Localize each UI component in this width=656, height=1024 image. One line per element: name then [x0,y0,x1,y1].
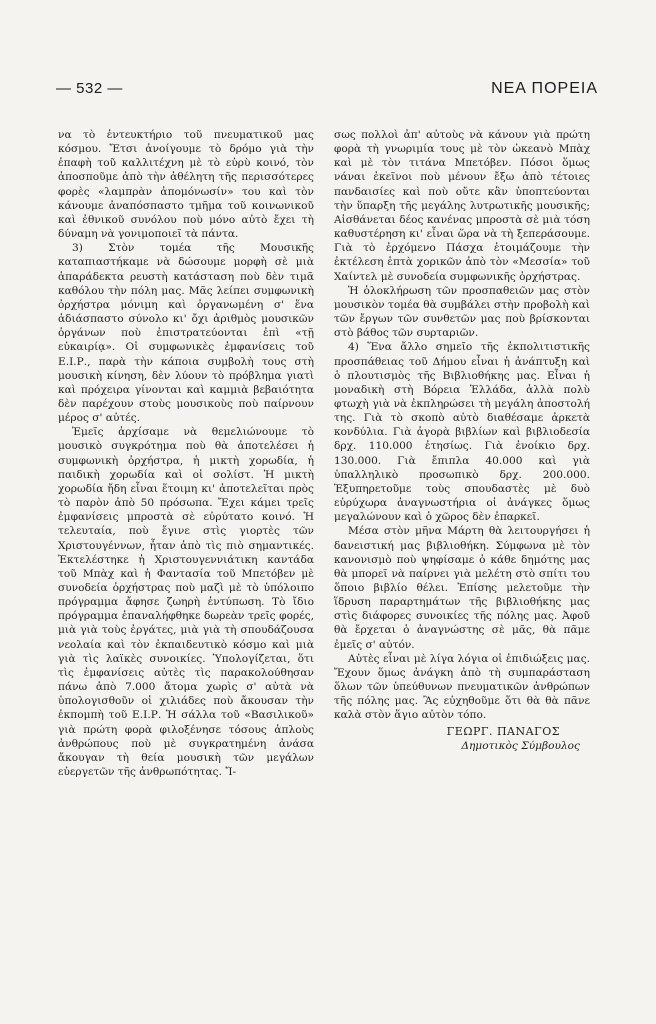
page-header [56,80,598,102]
right-column [334,128,590,753]
paragraph: 4) Ἕνα ἄλλο σημεῖο τῆς ἐκπολιτιστικῆς προσπάθειας τοῦ Δήμου εἶναι ἡ ἀνάπτυξη καὶ ὁ πλουτισμὸς τῆς Βιβλιοθήκης μας. Εἶναι ἡ μοναδικὴ στὴ Βόρεια Ἑλλάδα, ἀλλὰ πολὺ φτωχὴ γιὰ νὰ ἐκπληρώσει τὴ μεγάλη ἀποστολή της. Γιὰ τὸ σκοπὸ αὐτὸ διαθέσαμε ἀρκετὰ κονδύλια. Γιὰ ἀγορὰ βιβλίων καὶ βιβλιοδεσία δρχ. 110.000 ἐτησίως. Γιὰ ἐνοίκιο δρχ. 130.000. Γιὰ ἔπιπλα 40.000 καὶ γιὰ ὑπαλληλικὸ προσωπικὸ δρχ. 200.000. Ἐξυπηρετοῦμε τοὺς σπουδαστὲς μὲ δυὸ εὐρύχωρα ἀναγνωστήρια οἱ ἀνάγκες ὅμως μεγαλώνουν καὶ ὁ χῶρος δὲν ἐπαρκεῖ. [334,341,590,524]
paragraph: Ἡ ὁλοκλήρωση τῶν προσπαθειῶν μας στὸν μουσικὸν τομέα θὰ συμβάλει στὴν προβολὴ καὶ τῶν ἔργων τῶν συνθετῶν μας ποὺ βρίσκονται στὸ βάθος τῶν συρταριῶν. [334,284,590,340]
signature-block [334,725,590,753]
paragraph: 3) Στὸν τομέα τῆς Μουσικῆς καταπιαστήκαμε νὰ δώσουμε μορφὴ σὲ μιὰ ἀπαράδεκτα ρευστὴ κατάσταση ποὺ δὲν τιμᾶ καθόλου τὴν πόλη μας. Μᾶς λείπει συμφωνικὴ ὀρχήστρα μόνιμη καὶ ὀργανωμένη σ' ἕνα ἀδιάσπαστο σύνολο κι' ὄχι ἀριθμὸς μουσικῶν ὀργάνων ποὺ ἐπιστρατεύονται ἐπὶ «τῇ εὐκαιρίᾳ». Οἱ συμφωνικὲς ἐμφανίσεις τοῦ Ε.Ι.Ρ., παρὰ τὴν κάποια συμβολὴ τους στὴ μουσικὴ κίνηση, δὲν λύουν τὸ πρόβλημα γιατὶ καὶ πρόχειρα γίνονται καὶ καμμιὰ βεβαιότητα δὲν παρέχουν στοὺς μουσικοὺς ποὺ παίρνουν μέρος σ' αὐτές. [58,242,314,425]
author-role: Δημοτικὸς Σύμβουλος [461,739,580,752]
paragraph: Ἐμεῖς ἀρχίσαμε νὰ θεμελιώνουμε τὸ μουσικὸ συγκρότημα ποὺ θὰ ἀποτελέσει ἡ συμφωνικὴ ὀρχήστρα, ἡ μικτὴ χορωδία, ἡ παιδικὴ χορωδία καὶ οἱ σολίστ. Ἡ μικτὴ χορωδία ἤδη εἶναι ἕτοιμη κι' ἀποτελεῖται πρὸς τὸ παρὸν ἀπὸ 50 πρόσωπα. Ἔχει κάμει τρεῖς ἐμφανίσεις μπροστὰ σὲ εὐρύτατο κοινό. Ἡ τελευταία, ποὺ ἔγινε στὶς γιορτὲς τῶν Χριστουγέννων, ἦταν ἀπὸ τὶς πιὸ σημαντικές. Ἐκτελέστηκε ἡ Χριστουγεννιάτικη καντάδα τοῦ Μπὰχ καὶ ἡ Φαντασία τοῦ Μπετόβεν μὲ συνοδεία ὀρχήστρας ποὺ μαζὶ μὲ τὸ ὑπόλοιπο πρόγραμμα ἄφησε ζωηρὴ ἐντύπωση. Τὸ ἴδιο πρόγραμμα ἐπαναλήφθηκε δωρεὰν τρεῖς φορές, μιὰ γιὰ τοὺς ἐργάτες, μιὰ γιὰ τὴ σπουδάζουσα νεολαία καὶ τὸν ἐκπαιδευτικὸ κόσμο καὶ μιὰ γιὰ τὶς λαϊκὲς συνοικίες. Ὑπολογίζεται, ὅτι τὶς ἐμφανίσεις αὐτὲς τὶς παρακολούθησαν πάνω ἀπὸ 7.000 ἄτομα χωρὶς σ' αὐτὰ νὰ ὑπολογισθοῦν οἱ χιλιάδες ποὺ ἄκουσαν τὴν ἐκπομπὴ τοῦ Ε.Ι.Ρ. Ἡ σάλλα τοῦ «Βασιλικοῦ» γιὰ πρώτη φορὰ φιλοξένησε τόσους ἁπλοὺς ἀνθρώπους ποὺ μὲ συγκρατημένη ἀνάσα ἄκουγαν τὴ θεία μουσικὴ τῶν μεγάλων εὐεργετῶν τῆς ἀνθρωπότητας. Ἴ- [58,426,314,779]
paragraph: σως πολλοὶ ἀπ' αὐτοὺς νὰ κάνουν γιὰ πρώτη φορὰ τὴ γνωριμία τους μὲ τὸν ὠκεανὸ Μπὰχ καὶ μὲ τὸν τιτάνα Μπετόβεν. Πόσοι ὅμως νάναι ἐκεῖνοι ποὺ μένουν ἔξω ἀπὸ τέτοιες πανδαισίες καὶ ποὺ οὔτε κἂν ὑποπτεύονται τὴν ὕπαρξη τῆς μεγάλης λυτρωτικῆς μουσικῆς; Αἰσθάνεται δέος κανένας μπροστὰ σὲ μιὰ τόση καθυστέρηση κι' εἶναι ὥρα νὰ τὴ ξεπεράσουμε. Γιὰ τὸ ἐρχόμενο Πάσχα ἑτοιμάζουμε τὴν ἐκτέλεση ἑπτὰ χορικῶν ἀπὸ τὸν «Μεσσία» τοῦ Χαίντελ μὲ συνοδεία συμφωνικῆς ὀρχήστρας. [334,129,590,283]
journal-title: ΝΕΑ ΠΟΡΕΙΑ [491,80,598,97]
left-column [58,128,314,779]
paragraph: Μέσα στὸν μῆνα Μάρτη θὰ λειτουργήσει ἡ δανειστική μας βιβλιοθήκη. Σύμφωνα μὲ τὸν κανονισμὸ ποὺ ψηφίσαμε ὁ κάθε δημότης μας θὰ μπορεῖ νὰ παίρνει γιὰ μελέτη στὸ σπίτι του ὅποιο βιβλίο θέλει. Ἐπίσης μελετοῦμε τὴν ἵδρυση παραρτημάτων τῆς βιβλιοθήκης μας στὶς διάφορες συνοικίες τῆς πόλης μας. Ἀφοῦ θὰ ἔρχεται ὁ ἀναγνώστης σὲ μᾶς, θὰ πᾶμε ἐμεῖς σ' αὐτόν. [334,525,590,651]
author-name: ΓΕΩΡΓ. ΠΑΝΑΓΟΣ [446,724,560,738]
page-number: — 532 — [56,80,123,97]
paragraph: να τὸ ἐντευκτήριο τοῦ πνευματικοῦ μας κόσμου. Ἔτσι ἀνοίγουμε τὸ δρόμο γιὰ τὴν ἐπαφὴ τοῦ καλλιτέχνη μὲ τὸ εὐρὺ κοινό, τὸν ἀποσποῦμε ἀπὸ τὴν ἀθέλητη τῆς περισσότερες φορὲς «λαμπρὰν ἀπομόνωσίν» του καὶ τὸν κάνουμε ἀναπόσπαστο τμῆμα τοῦ κοινωνικοῦ καὶ ἐθνικοῦ συνόλου ποὺ μόνο αὐτὸ ἔχει τὴ δύναμη νὰ γονιμοποιεῖ τὰ πάντα. [58,129,314,241]
paragraph: Αὐτὲς εἶναι μὲ λίγα λόγια οἱ ἐπιδιώξεις μας. Ἔχουν ὅμως ἀνάγκη ἀπὸ τὴ συμπαράσταση ὅλων τῶν ὑπεύθυνων πνευματικῶν ἀνθρώπων τῆς πόλης μας. Ἂς εὐχηθοῦμε ὅτι θὰ θὰ πᾶνε καλὰ στὸν ἅγιο αὐτὸν τόπο. [334,652,590,722]
